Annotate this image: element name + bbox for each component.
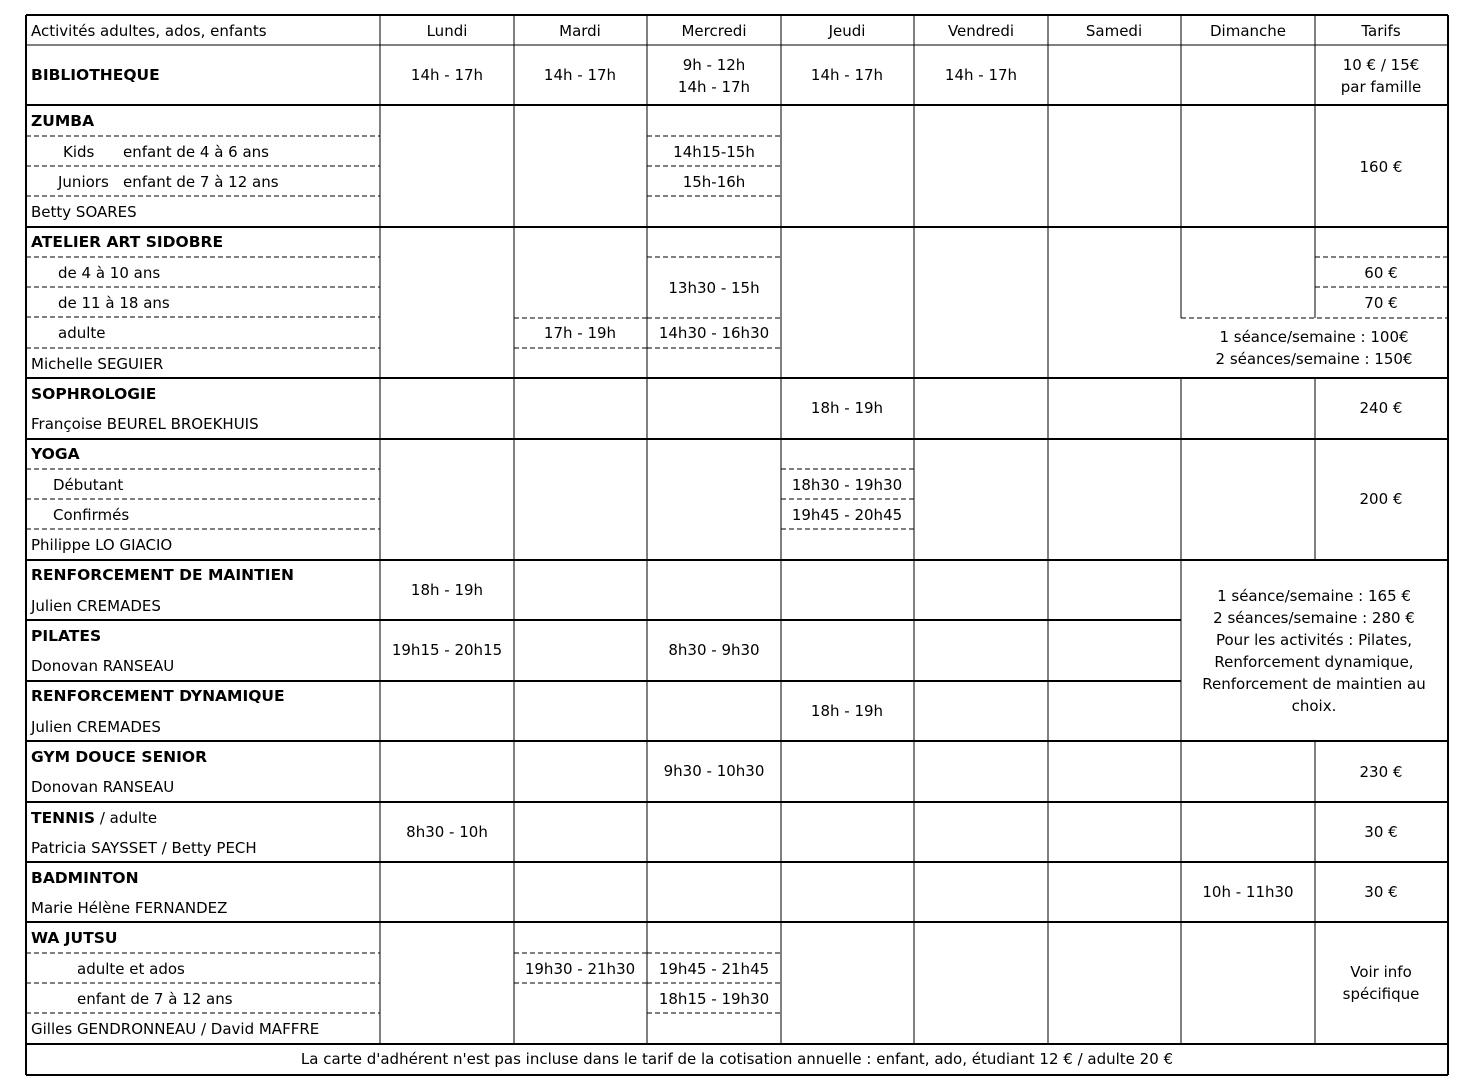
slot-pilates-lundi: 19h15 - 20h15	[391, 641, 503, 659]
teacher-maintien: Julien CREMADES	[31, 597, 161, 615]
header-day-lundi: Lundi	[426, 22, 468, 40]
yoga-level-debutant: Débutant	[53, 476, 124, 494]
teacher-atelier: Michelle SEGUIER	[31, 355, 164, 373]
activity-name-atelier: ATELIER ART SIDOBRE	[31, 233, 224, 251]
activity-name-tennis-line	[31, 809, 157, 827]
slot-tennis-lundi: 8h30 - 10h	[406, 823, 488, 841]
atelier-group-11-18: de 11 à 18 ans	[58, 294, 170, 312]
tarif-tennis: 30 €	[1364, 823, 1398, 841]
header-day-jeudi: Jeudi	[828, 22, 866, 40]
tarif-atelier-4-10: 60 €	[1364, 264, 1398, 282]
teacher-zumba: Betty SOARES	[31, 203, 137, 221]
slot-atelier-adulte-mercredi: 14h30 - 16h30	[658, 324, 770, 342]
zumba-group-juniors-desc: enfant de 7 à 12 ans	[123, 173, 279, 191]
slot-yoga-confirmes-jeudi: 19h45 - 20h45	[791, 506, 903, 524]
slot-wajutsu-adultes-mardi: 19h30 - 21h30	[524, 960, 636, 978]
slot-bibliotheque-jeudi: 14h - 17h	[810, 66, 884, 84]
tarif-wajutsu-line1: Voir info	[1350, 963, 1412, 981]
slot-badminton-dimanche: 10h - 11h30	[1202, 883, 1294, 901]
shared-tarif-line2: 2 séances/semaine : 280 €	[1213, 609, 1415, 627]
slot-gym-mercredi: 9h30 - 10h30	[663, 762, 765, 780]
slot-atelier-adulte-mardi: 17h - 19h	[543, 324, 617, 342]
header-day-vendredi: Vendredi	[947, 22, 1015, 40]
shared-tarif-line3: Pour les activités : Pilates,	[1215, 631, 1413, 649]
slot-pilates-mercredi: 8h30 - 9h30	[668, 641, 760, 659]
shared-tarif-line4: Renforcement dynamique,	[1214, 653, 1414, 671]
teacher-wajutsu: Gilles GENDRONNEAU / David MAFFRE	[31, 1020, 320, 1038]
activity-name-pilates: PILATES	[31, 627, 102, 645]
shared-tarif-line1: 1 séance/semaine : 165 €	[1217, 587, 1411, 605]
tennis-suffix: / adulte	[95, 809, 158, 827]
activity-name-wajutsu: WA JUTSU	[31, 929, 118, 947]
activity-name-bibliotheque: BIBLIOTHEQUE	[31, 66, 160, 84]
teacher-gym: Donovan RANSEAU	[31, 778, 175, 796]
slot-zumba-kids-mercredi: 14h15-15h	[673, 143, 755, 161]
slot-wajutsu-enfants-mercredi: 18h15 - 19h30	[658, 990, 770, 1008]
tarif-badminton: 30 €	[1364, 883, 1398, 901]
wajutsu-group-adultes-ados: adulte et ados	[77, 960, 185, 978]
slot-wajutsu-adultes-mercredi: 19h45 - 21h45	[658, 960, 770, 978]
atelier-group-adulte: adulte	[58, 324, 106, 342]
atelier-group-4-10: de 4 à 10 ans	[58, 264, 161, 282]
teacher-pilates: Donovan RANSEAU	[31, 657, 175, 675]
teacher-dynamique: Julien CREMADES	[31, 718, 161, 736]
slot-bibliotheque-vendredi: 14h - 17h	[944, 66, 1018, 84]
zumba-group-kids-desc: enfant de 4 à 6 ans	[123, 143, 269, 161]
activity-name-dynamique: RENFORCEMENT DYNAMIQUE	[31, 687, 285, 705]
shared-tarif-line6: choix.	[1291, 697, 1337, 715]
slot-bibliotheque-mercredi-afternoon: 14h - 17h	[677, 78, 751, 96]
shared-tarif-line5: Renforcement de maintien au	[1202, 675, 1426, 693]
teacher-yoga: Philippe LO GIACIO	[31, 536, 173, 554]
slot-sophrologie-jeudi: 18h - 19h	[810, 399, 884, 417]
slot-zumba-juniors-mercredi: 15h-16h	[682, 173, 746, 191]
activity-name-sophrologie: SOPHROLOGIE	[31, 385, 157, 403]
activity-name-badminton: BADMINTON	[31, 869, 139, 887]
zumba-group-kids: Kids	[63, 143, 95, 161]
tarif-yoga: 200 €	[1359, 490, 1403, 508]
tarif-bibliotheque-line2: par famille	[1340, 78, 1422, 96]
tarif-atelier-adulte-line1: 1 séance/semaine : 100€	[1219, 328, 1409, 346]
activity-name-gym: GYM DOUCE SENIOR	[31, 748, 208, 766]
slot-dynamique-jeudi: 18h - 19h	[810, 702, 884, 720]
header-day-mardi: Mardi	[559, 22, 601, 40]
activity-name-yoga: YOGA	[31, 445, 80, 463]
tarif-gym: 230 €	[1359, 763, 1403, 781]
tarif-bibliotheque-line1: 10 € / 15€	[1342, 56, 1420, 74]
activity-name-maintien: RENFORCEMENT DE MAINTIEN	[31, 566, 295, 584]
tarif-atelier-adulte-line2: 2 séances/semaine : 150€	[1215, 350, 1413, 368]
header-day-dimanche: Dimanche	[1209, 22, 1287, 40]
tarif-wajutsu-line2: spécifique	[1342, 985, 1420, 1003]
header-day-samedi: Samedi	[1085, 22, 1143, 40]
slot-bibliotheque-mardi: 14h - 17h	[543, 66, 617, 84]
slot-atelier-jeunes-mercredi: 13h30 - 15h	[668, 279, 760, 297]
tarif-atelier-11-18: 70 €	[1364, 294, 1398, 312]
teacher-sophrologie: Françoise BEUREL BROEKHUIS	[31, 415, 259, 433]
slot-bibliotheque-mercredi-morning: 9h - 12h	[682, 56, 746, 74]
slot-yoga-debutant-jeudi: 18h30 - 19h30	[791, 476, 903, 494]
teacher-badminton: Marie Hélène FERNANDEZ	[31, 899, 228, 917]
slot-maintien-lundi: 18h - 19h	[410, 581, 484, 599]
zumba-group-juniors: Juniors	[58, 173, 109, 191]
activity-name-tennis: TENNIS	[31, 809, 96, 827]
tarif-sophrologie: 240 €	[1359, 399, 1403, 417]
footer-note: La carte d'adhérent n'est pas incluse dans le tarif de la cotisation annuelle : enfant, ado, étudiant 12 € / adulte 20 €	[300, 1050, 1174, 1068]
activity-name-zumba: ZUMBA	[31, 112, 95, 130]
yoga-level-confirmes: Confirmés	[53, 506, 130, 524]
slot-bibliotheque-lundi: 14h - 17h	[410, 66, 484, 84]
header-day-mercredi: Mercredi	[681, 22, 747, 40]
header-activities: Activités adultes, ados, enfants	[31, 22, 267, 40]
teacher-tennis: Patricia SAYSSET / Betty PECH	[31, 839, 257, 857]
wajutsu-group-enfants: enfant de 7 à 12 ans	[77, 990, 233, 1008]
header-tarifs: Tarifs	[1361, 22, 1401, 40]
tarif-zumba: 160 €	[1359, 158, 1403, 176]
